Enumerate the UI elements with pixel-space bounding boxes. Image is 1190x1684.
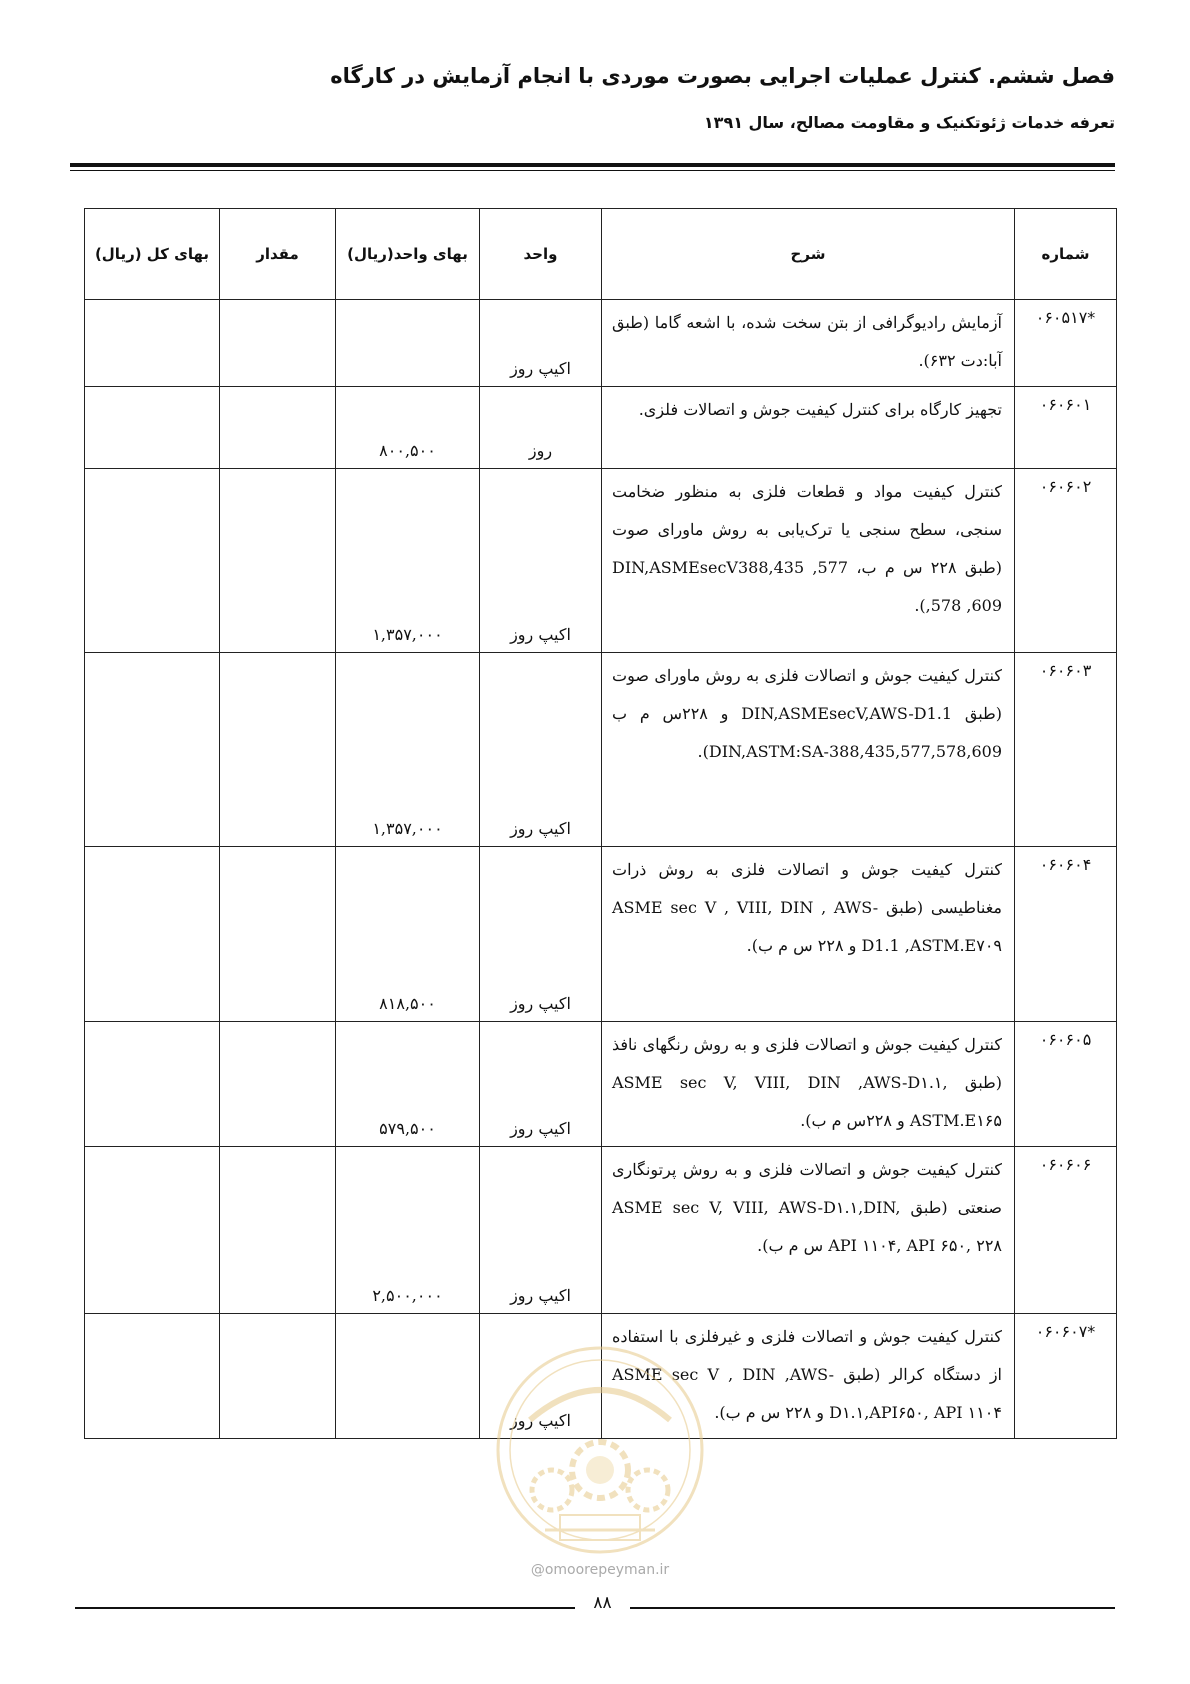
- table-header-row: [85, 209, 1117, 300]
- row-total-price: [85, 469, 220, 653]
- table-row: [85, 469, 1117, 653]
- row-description: کنترل کیفیت جوش و اتصالات فلزی و غیرفلزی با استفاده از دستگاه کرالر (طبق ASME sec V , DIN ,AWS-D۱.۱,API۶۵۰, API ۱۱۰۴ و ۲۲۸ س م ب).: [602, 1314, 1015, 1439]
- row-unit-price: ۸۰۰,۵۰۰: [336, 387, 480, 469]
- row-quantity: [220, 1022, 336, 1147]
- row-total-price: [85, 1147, 220, 1314]
- row-code: ۰۶۰۶۰۶: [1015, 1147, 1117, 1314]
- price-table: [84, 208, 1117, 1439]
- document-subtitle: تعرفه خدمات ژئوتکنیک و مقاومت مصالح، سال ۱۳۹۱: [703, 113, 1115, 132]
- table-row: [85, 653, 1117, 847]
- row-unit-price: ۵۷۹,۵۰۰: [336, 1022, 480, 1147]
- header-rule-thin: [70, 170, 1115, 171]
- row-unit: اکیپ روز: [480, 469, 602, 653]
- row-code: ۰۶۰۶۰۱: [1015, 387, 1117, 469]
- row-unit: اکیپ روز: [480, 1314, 602, 1439]
- header-rule-thick: [70, 163, 1115, 167]
- row-unit: اکیپ روز: [480, 653, 602, 847]
- row-total-price: [85, 653, 220, 847]
- row-unit-price: ۲,۵۰۰,۰۰۰: [336, 1147, 480, 1314]
- header-unit: واحد: [480, 209, 602, 300]
- row-description: کنترل کیفیت مواد و قطعات فلزی به منظور ضخامت سنجی، سطح سنجی یا ترک‌یابی به روش ماورای صوت (طبق ۲۲۸ س م ب، DIN,ASMEsecV388,435 ,577 ,578 ,609).: [602, 469, 1015, 653]
- table-row: [85, 1022, 1117, 1147]
- row-quantity: [220, 653, 336, 847]
- row-code: ۰۶۰۶۰۵: [1015, 1022, 1117, 1147]
- row-code: *۰۶۰۶۰۷: [1015, 1314, 1117, 1439]
- row-unit-price: ۱,۳۵۷,۰۰۰: [336, 469, 480, 653]
- header-total-price: بهای کل (ریال): [85, 209, 220, 300]
- footer-rule-left: [75, 1607, 575, 1609]
- row-unit-price: [336, 300, 480, 387]
- row-quantity: [220, 1314, 336, 1439]
- row-quantity: [220, 1147, 336, 1314]
- row-total-price: [85, 1022, 220, 1147]
- row-total-price: [85, 1314, 220, 1439]
- row-quantity: [220, 300, 336, 387]
- watermark-caption: @omoorepeyman.ir: [530, 1562, 670, 1578]
- row-total-price: [85, 847, 220, 1022]
- chapter-title: فصل ششم. کنترل عملیات اجرایی بصورت موردی با انجام آزمایش در کارگاه: [330, 64, 1115, 88]
- row-unit: اکیپ روز: [480, 300, 602, 387]
- header-code: شماره: [1015, 209, 1117, 300]
- row-quantity: [220, 847, 336, 1022]
- table-row: [85, 300, 1117, 387]
- row-description: کنترل کیفیت جوش و اتصالات فلزی به روش ذرات مغناطیسی (طبق ASME sec V , VIII, DIN , AWS-D1.1 ,ASTM.E۷۰۹ و ۲۲۸ س م ب).: [602, 847, 1015, 1022]
- row-code: ۰۶۰۶۰۲: [1015, 469, 1117, 653]
- row-quantity: [220, 387, 336, 469]
- row-unit: اکیپ روز: [480, 1147, 602, 1314]
- row-total-price: [85, 387, 220, 469]
- row-code: ۰۶۰۶۰۳: [1015, 653, 1117, 847]
- row-unit: اکیپ روز: [480, 1022, 602, 1147]
- row-code: ۰۶۰۶۰۴: [1015, 847, 1117, 1022]
- table-row: [85, 1147, 1117, 1314]
- row-description: کنترل کیفیت جوش و اتصالات فلزی و به روش پرتونگاری صنعتی (طبق ASME sec V, VIII, AWS-D۱.۱,DIN, API ۱۱۰۴, API ۶۵۰, ۲۲۸ س م ب).: [602, 1147, 1015, 1314]
- row-unit-price: ۱,۳۵۷,۰۰۰: [336, 653, 480, 847]
- page-number: ۸۸: [593, 1593, 612, 1613]
- row-unit: روز: [480, 387, 602, 469]
- row-code: *۰۶۰۵۱۷: [1015, 300, 1117, 387]
- header-description: شرح: [602, 209, 1015, 300]
- row-unit: اکیپ روز: [480, 847, 602, 1022]
- row-description: کنترل کیفیت جوش و اتصالات فلزی و به روش رنگهای نافذ (طبق ASME sec V, VIII, DIN ,AWS-D۱.۱, ASTM.E۱۶۵ و ۲۲۸س م ب).: [602, 1022, 1015, 1147]
- table-row: [85, 387, 1117, 469]
- table-row: [85, 847, 1117, 1022]
- header-quantity: مقدار: [220, 209, 336, 300]
- row-description: تجهیز کارگاه برای کنترل کیفیت جوش و اتصالات فلزی.: [602, 387, 1015, 469]
- table-row: [85, 1314, 1117, 1439]
- row-description: آزمایش رادیوگرافی از بتن سخت شده، با اشعه گاما (طبق آبا:دت ۶۳۲).: [602, 300, 1015, 387]
- row-total-price: [85, 300, 220, 387]
- row-unit-price: ۸۱۸,۵۰۰: [336, 847, 480, 1022]
- footer-rule-right: [630, 1607, 1115, 1609]
- row-quantity: [220, 469, 336, 653]
- header-unit-price: بهای واحد(ریال): [336, 209, 480, 300]
- row-unit-price: [336, 1314, 480, 1439]
- row-description: کنترل کیفیت جوش و اتصالات فلزی به روش ماورای صوت (طبق DIN,ASMEsecV,AWS-D1.1 و ۲۲۸س م ب DIN,ASTM:SA-388,435,577,578,609).: [602, 653, 1015, 847]
